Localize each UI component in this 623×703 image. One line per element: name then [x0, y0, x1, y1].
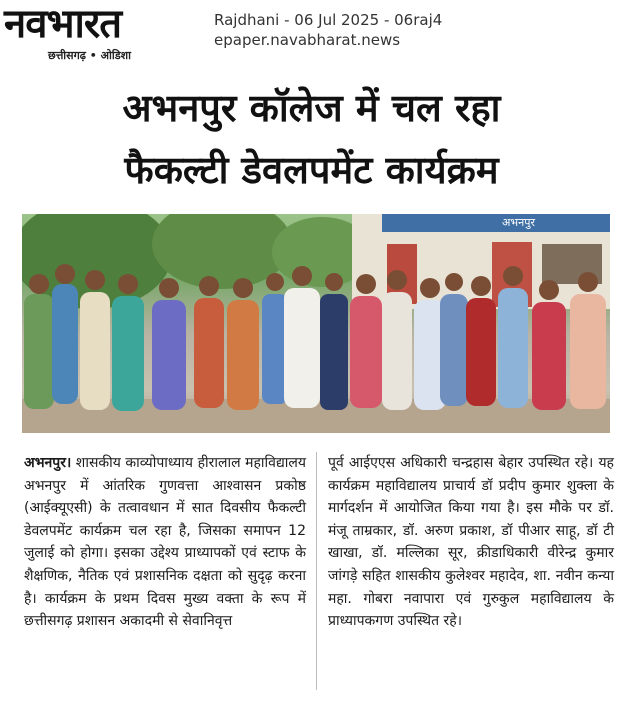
group-photo-illustration: [22, 214, 610, 433]
column-divider: [316, 452, 317, 690]
logo-text: नवभारत: [4, 1, 122, 47]
logo-tagline: छत्तीसगढ़ • ओडिशा: [48, 49, 131, 62]
edition-meta: [214, 10, 442, 50]
newspaper-logo: [4, 1, 196, 62]
headline-line-1: अभनपुर कॉलेज में चल रहा: [122, 86, 501, 130]
building-sign: अभनपुर: [502, 216, 535, 229]
masthead: [0, 0, 623, 68]
article-column-1-text: शासकीय काव्योपाध्याय हीरालाल महाविद्यालय अभनपुर में आंतरिक गुणवत्ता आश्वासन प्रकोष्ठ (आईक्यूएसी) के तत्वावधान में सात दिवसीय फैकल्टी डेवलपमेंट कार्यक्रम चल रहा है, जिसका समापन 12 जुलाई को होगा। इसका उद्देश्य प्राध्यापकों एवं स्टाफ के शैक्षणिक, नैतिक एवं प्रशासनिक दक्षता को सुदृढ़ करना है। कार्यक्रम के प्रथम दिवस मुख्य वक्ता के रूप में छत्तीसगढ़ प्रशासन अकादमी से सेवानिवृत्त: [24, 455, 306, 630]
article-column-2: पूर्व आईएएस अधिकारी चन्द्रहास बेहार उपस्थित रहे। यह कार्यक्रम महाविद्यालय प्राचार्य डॉ प्रदीप कुमार शुक्ला के मार्गदर्शन में आयोजित किया गया है। इस मौके पर डॉ. मंजू ताम्रकार, डॉ. अरुण प्रकाश, डॉ पीआर साहू, डॉ टी खाखा, डॉ. मल्लिका सूर, क्रीडाधिकारी वीरेन्द्र कुमार जांगड़े सहित शासकीय कुलेश्वर महादेव, शा. नवीन कन्या महा. गोबरा नवापारा एवं गुरुकुल महाविद्यालय के प्राध्यापकगण उपस्थित रहे।: [328, 455, 614, 630]
article-column-1: [24, 452, 306, 633]
article-dateline: अभनपुर।: [24, 455, 72, 471]
epaper-url[interactable]: epaper.navabharat.news: [214, 31, 401, 49]
headline-line-2: फैकल्टी डेवलपमेंट कार्यक्रम: [124, 148, 499, 192]
edition-line: Rajdhani - 06 Jul 2025 - 06raj4: [214, 11, 443, 29]
group-photo: [22, 214, 610, 433]
